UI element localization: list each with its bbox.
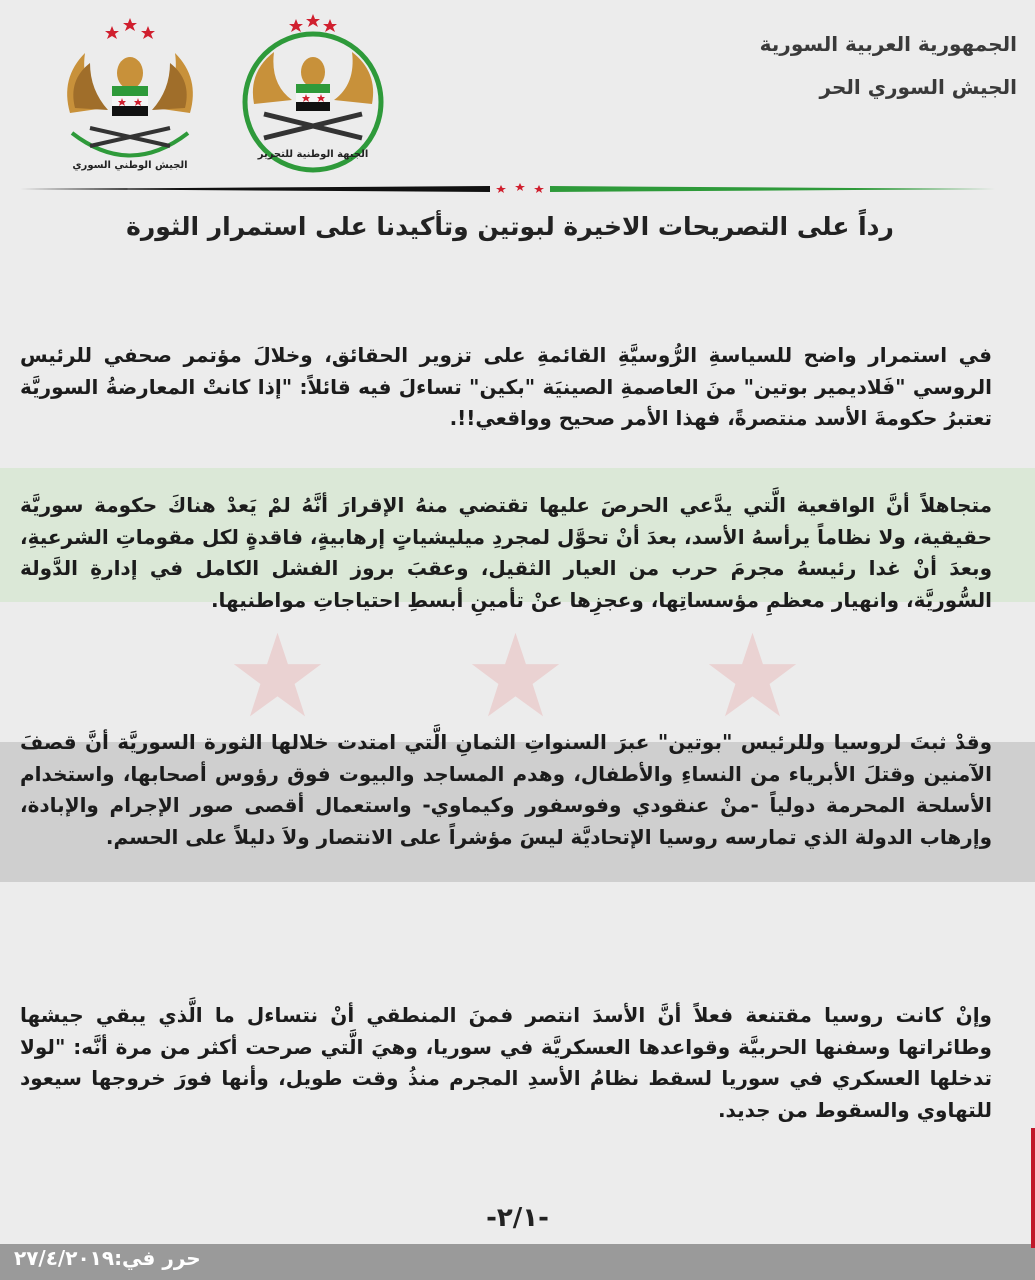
right-logo-caption: الجبهة الوطنية للتحرير (257, 149, 369, 160)
background-star-icon (468, 628, 563, 723)
header-army: الجيش السوري الحر (819, 75, 1017, 99)
left-logo-caption: الجيش الوطني السوري (72, 160, 188, 171)
paragraph-2: متجاهلاً أنَّ الواقعية الَّتي يدَّعي الحرصَ عليها تقتضي منهُ الإقرارَ أنَّهُ لمْ يَعدْ هناكَ حكومة سوريَّة حقيقية، ولا نظاماً يرأسهُ الأسد، بعدَ أنْ تحوَّل لمجردِ ميليشياتٍ إرهابيةٍ، فاقدةٍ لكل مقوماتِ الشرعيةِ، وبعدَ أنْ غدا رئيسهُ مجرمَ حرب من العيار الثقيل، وعقبَ بروز الفشل الكامل في إدارةِ الدَّولة السُّوريَّة، وانهيار معظمِ مؤسساتِها، وعجزِها عنْ تأمينِ أبسطِ احتياجاتِ مواطنيها. (20, 493, 992, 612)
syrian-national-army-logo (50, 18, 210, 178)
red-edge-stripe (1031, 1128, 1035, 1248)
page-number: -٢/١- (486, 1203, 549, 1233)
national-liberation-front-logo (236, 14, 391, 174)
background-star-icon (230, 628, 325, 723)
page-title: رداً على التصريحات الاخيرة لبوتين وتأكيدنا على استمرار الثورة (126, 212, 894, 241)
header-country: الجمهورية العربية السورية (759, 32, 1017, 56)
flag-divider (20, 183, 995, 195)
paragraph-1: في استمرار واضح للسياسةِ الرُّوسيَّةِ القائمةِ على تزوير الحقائق، وخلالَ مؤتمر صحفي للرئيس الروسي "فَلاديمير بوتين" منَ العاصمةِ الصينيَة "بكين" تساءلَ فيه قائلاً: "إذا كانتْ المعارضةُ السوريَّة تعتبرُ حكومةَ الأسد منتصرةً، فهذا الأمر صحيح وواقعي!!. (20, 343, 992, 430)
footer-date: حرر في:٢٧/٤/٢٠١٩ (14, 1246, 201, 1270)
background-star-icon (705, 628, 800, 723)
paragraph-3: وقدْ ثبتَ لروسيا وللرئيس "بوتين" عبرَ السنواتِ الثمانِ الَّتي امتدت خلالها الثورة السوريَّة أنَّ قصفَ الآمنين وقتلَ الأبرياء من النساءِ والأطفال، وهدم المساجد والبيوت فوق رؤوس أصحابها، واستخدام الأسلحة المحرمة دولياً -منْ عنقودي وفوسفور وكيماوي- واستعمال أقصى صور الإجرام والإبادة، وإرهاب الدولة الذي تمارسه روسيا الإتحاديَّة ليسَ مؤشراً على الانتصار ولاَ دليلاً على الحسم. (20, 730, 992, 849)
paragraph-4: وإنْ كانت روسيا مقتنعة فعلاً أنَّ الأسدَ انتصر فمنَ المنطقي أنْ نتساءل ما الَّذي يبقي جيشها وطائراتها وسفنها الحربيَّة وقواعدها العسكريَّة في سوريا، وهيَ الَّتي صرحت أكثر من مرة أنَّه: "لولا تدخلها العسكري في سوريا لسقط نظامُ الأسدِ المجرم منذُ وقت طويل، وأنها فورَ خروجها سيعود للتهاوي والسقوط من جديد. (20, 1003, 992, 1122)
